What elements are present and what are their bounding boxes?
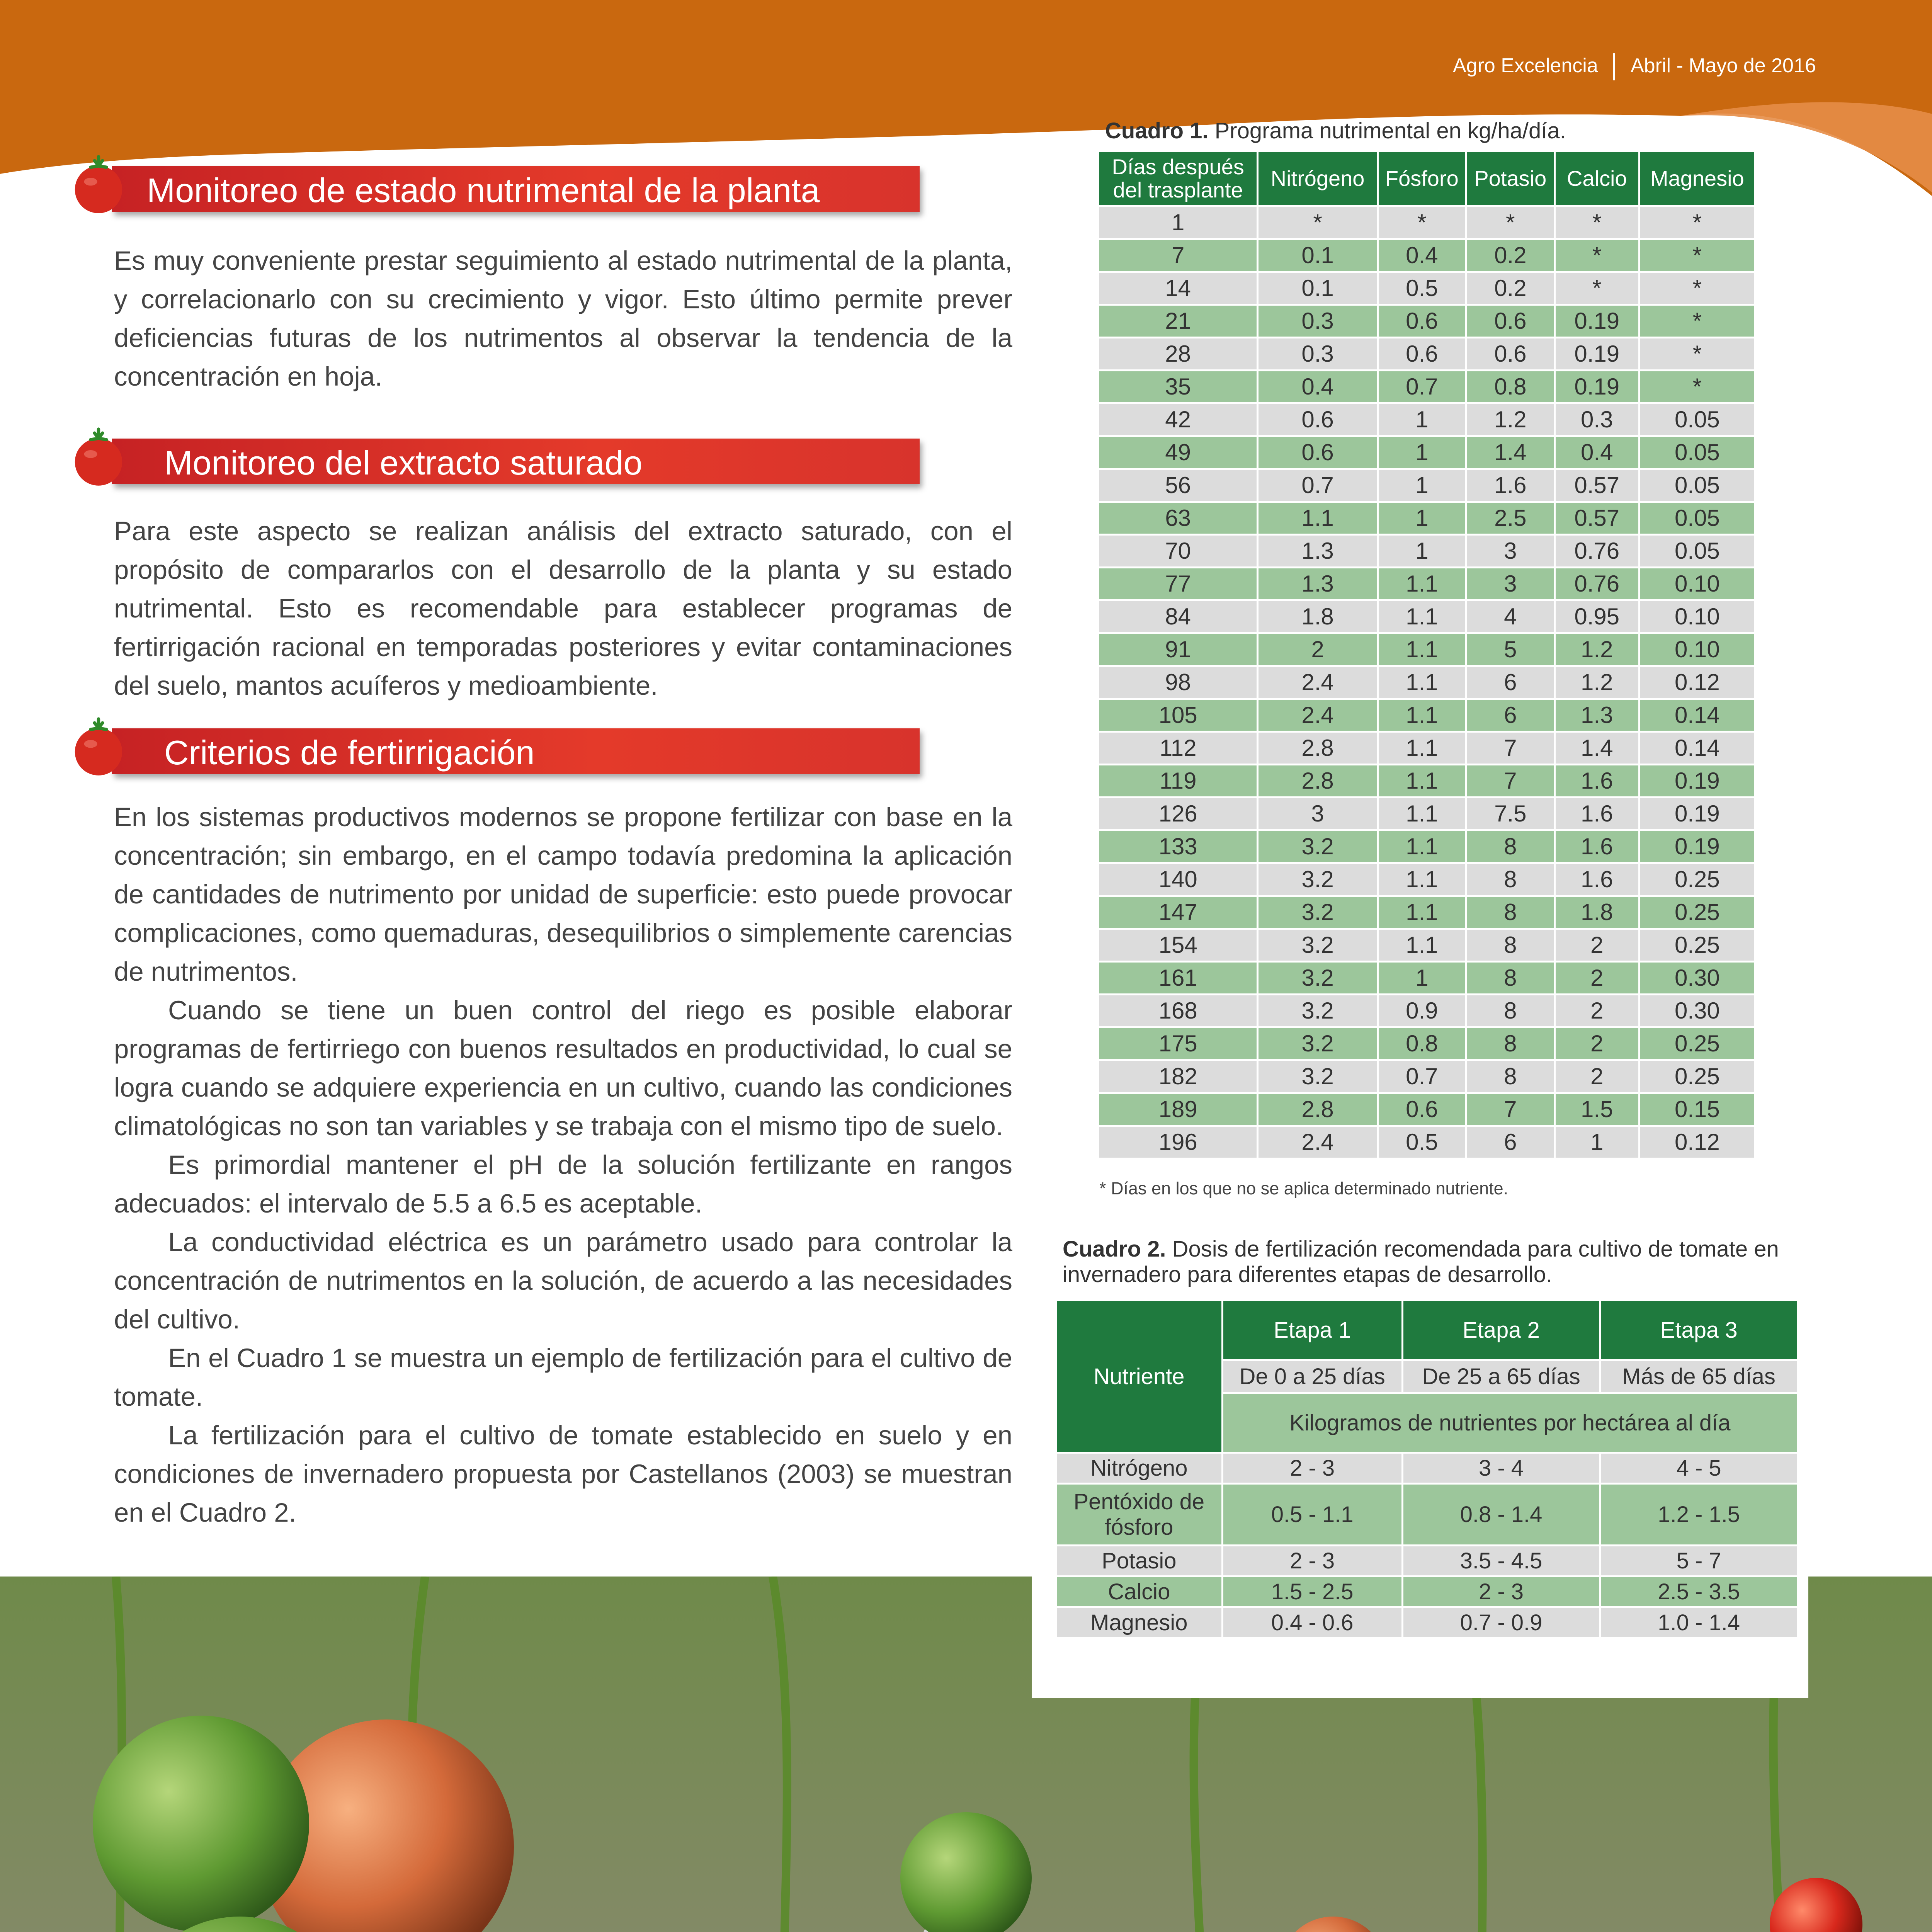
table1-cell: 1.2 — [1556, 634, 1638, 665]
table2-cell: 3.5 - 4.5 — [1403, 1546, 1599, 1575]
table1-cell: 0.19 — [1556, 338, 1638, 369]
table1-cell: 2.5 — [1467, 503, 1554, 534]
table2-cell: 1.5 - 2.5 — [1223, 1577, 1401, 1606]
table1-cell: * — [1259, 207, 1376, 238]
table1-cell: 175 — [1099, 1028, 1257, 1059]
table1-cell: 147 — [1099, 897, 1257, 928]
table1-cell: 2.4 — [1259, 667, 1376, 698]
table1-header: Días después del trasplante — [1099, 152, 1257, 205]
table1-cell: 0.4 — [1259, 371, 1376, 402]
table1-cell: 0.14 — [1640, 700, 1754, 731]
table1-cell: 2.8 — [1259, 733, 1376, 764]
table1-cell: 3.2 — [1259, 930, 1376, 961]
table1-header: Fósforo — [1379, 152, 1465, 205]
table1-cell: 1.3 — [1259, 568, 1376, 599]
table1-cell: 196 — [1099, 1127, 1257, 1158]
table1-cell: 98 — [1099, 667, 1257, 698]
table2-stage: Etapa 2 — [1403, 1301, 1599, 1359]
table1-cell: 0.25 — [1640, 1061, 1754, 1092]
table1-cell: 0.2 — [1467, 273, 1554, 304]
table1-cell: 0.12 — [1640, 1127, 1754, 1158]
table1-cell: 1.4 — [1556, 733, 1638, 764]
table1-cell: 189 — [1099, 1094, 1257, 1125]
table1-row — [1099, 371, 1754, 402]
table1-row — [1099, 667, 1754, 698]
table1-row — [1099, 1061, 1754, 1092]
table2-caption-label: Cuadro 2. — [1063, 1236, 1166, 1262]
table1-cell: 0.15 — [1640, 1094, 1754, 1125]
table1-cell: 1.8 — [1259, 601, 1376, 632]
table2-nutrient: Calcio — [1057, 1577, 1221, 1606]
table1-cell: * — [1640, 240, 1754, 271]
table1-cell: 0.25 — [1640, 897, 1754, 928]
table1-cell: 4 — [1467, 601, 1554, 632]
table1-cell: 35 — [1099, 371, 1257, 402]
table1-cell: 1.6 — [1556, 798, 1638, 829]
table2-cell: 0.8 - 1.4 — [1403, 1485, 1599, 1544]
table1-cell: 8 — [1467, 1028, 1554, 1059]
tomato-icon — [66, 151, 131, 217]
table1-cell: 1 — [1379, 404, 1465, 435]
table1-cell: 1.3 — [1556, 700, 1638, 731]
table2-cell: 0.4 - 0.6 — [1223, 1608, 1401, 1637]
table1-cell: 0.76 — [1556, 536, 1638, 566]
table1-header: Magnesio — [1640, 152, 1754, 205]
table2-cell: 1.0 - 1.4 — [1601, 1608, 1797, 1637]
table1-cell: 0.19 — [1640, 765, 1754, 796]
table1-cell: 84 — [1099, 601, 1257, 632]
table1-cell: 0.30 — [1640, 963, 1754, 993]
table1-cell: 1.1 — [1379, 831, 1465, 862]
table1-row — [1099, 930, 1754, 961]
table1-cell: 0.10 — [1640, 601, 1754, 632]
header-magazine: Agro Excelencia — [1453, 54, 1598, 77]
table1-cell: 105 — [1099, 700, 1257, 731]
table1-cell: 0.10 — [1640, 568, 1754, 599]
table1-row — [1099, 1028, 1754, 1059]
section-head-1 — [66, 166, 920, 216]
table1-cell: 6 — [1467, 667, 1554, 698]
table1-cell: 1.5 — [1556, 1094, 1638, 1125]
table1-cell: * — [1556, 207, 1638, 238]
table2-range: De 0 a 25 días — [1223, 1361, 1401, 1392]
table1-cell: 0.6 — [1379, 1094, 1465, 1125]
table1-cell: 8 — [1467, 995, 1554, 1026]
table1-row — [1099, 273, 1754, 304]
table1-cell: * — [1640, 306, 1754, 337]
table1-row — [1099, 831, 1754, 862]
table1-cell: 3 — [1467, 536, 1554, 566]
table1-cell: 2.4 — [1259, 1127, 1376, 1158]
table1-cell: 1.1 — [1379, 634, 1465, 665]
table2-unit-row: Kilogramos de nutrientes por hectárea al día — [1223, 1394, 1797, 1452]
table1-cell: 0.7 — [1259, 470, 1376, 501]
table1-cell: 140 — [1099, 864, 1257, 895]
table1-cell: 77 — [1099, 568, 1257, 599]
table1-header: Nitrógeno — [1259, 152, 1376, 205]
table1-cell: 0.19 — [1640, 798, 1754, 829]
table1-cell: 8 — [1467, 930, 1554, 961]
table1-cell: 0.4 — [1379, 240, 1465, 271]
table1-row — [1099, 404, 1754, 435]
table1-row — [1099, 338, 1754, 369]
paragraph: En el Cuadro 1 se muestra un ejemplo de fertilización para el cultivo de tomate. — [114, 1343, 1012, 1412]
section-title: Criterios de fertirrigación — [164, 733, 535, 772]
table1-row — [1099, 306, 1754, 337]
table1-row — [1099, 207, 1754, 238]
table1-cell: 1 — [1379, 963, 1465, 993]
tomato-icon — [66, 714, 131, 779]
table1-row — [1099, 470, 1754, 501]
table1-cell: 2 — [1556, 995, 1638, 1026]
paragraph: La fertilización para el cultivo de tomate establecido en suelo y en condiciones de invernadero propuesta por Castellanos (2003) se muestran en el Cuadro 2. — [114, 1420, 1012, 1527]
section-title: Monitoreo de estado nutrimental de la planta — [147, 171, 820, 209]
table1-cell: * — [1467, 207, 1554, 238]
table1-cell: 1.3 — [1259, 536, 1376, 566]
table1-cell: 126 — [1099, 798, 1257, 829]
table1-caption-label: Cuadro 1. — [1105, 118, 1209, 143]
table1-row — [1099, 437, 1754, 468]
table1-cell: 3.2 — [1259, 1028, 1376, 1059]
table1-cell: 7 — [1467, 1094, 1554, 1125]
table1-cell: 3 — [1259, 798, 1376, 829]
table1-row — [1099, 995, 1754, 1026]
paragraph: Para este aspecto se realizan análisis del extracto saturado, con el propósito de compararlos con el desarrollo de la planta y su estado nutrimental. Esto es recomendable para establecer programas de fertirrigación racional en temporadas posteriores y evitar contaminaciones del suelo, mantos acuíferos y medioambiente. — [114, 516, 1012, 701]
table1-cell: 0.25 — [1640, 864, 1754, 895]
table1-cell: 0.8 — [1467, 371, 1554, 402]
table1-cell: 168 — [1099, 995, 1257, 1026]
table1-cell: 7 — [1467, 765, 1554, 796]
paragraph: Es primordial mantener el pH de la solución fertilizante en rangos adecuados: el intervalo de 5.5 a 6.5 es aceptable. — [114, 1150, 1012, 1218]
table1-cell: 2.8 — [1259, 765, 1376, 796]
table1-cell: 0.3 — [1259, 338, 1376, 369]
table1-cell: * — [1640, 371, 1754, 402]
table2-cell: 1.2 - 1.5 — [1601, 1485, 1797, 1544]
table1-cell: 63 — [1099, 503, 1257, 534]
table1-cell: 0.6 — [1467, 338, 1554, 369]
paragraph: Es muy conveniente prestar seguimiento al estado nutrimental de la planta, y correlacionarlo con su crecimiento y vigor. Esto último permite prever deficiencias futuras de los nutrimentos al observar la tendencia de la concentración en hoja. — [114, 246, 1012, 391]
table1 — [1097, 150, 1756, 1160]
table1-row — [1099, 798, 1754, 829]
table1-cell: 1 — [1379, 437, 1465, 468]
table1-cell: * — [1556, 240, 1638, 271]
table1-cell: 91 — [1099, 634, 1257, 665]
table1-row — [1099, 700, 1754, 731]
table2-caption-text: Dosis de fertilización recomendada para cultivo de tomate en invernadero para diferentes etapas de desarrollo. — [1063, 1236, 1779, 1287]
table1-cell: 5 — [1467, 634, 1554, 665]
table2-cell: 2 - 3 — [1223, 1546, 1401, 1575]
table1-footnote: * Días en los que no se aplica determinado nutriente. — [1099, 1179, 1509, 1198]
table1-body — [1099, 207, 1754, 1158]
table1-cell: 0.10 — [1640, 634, 1754, 665]
table1-cell: 1.1 — [1379, 864, 1465, 895]
table1-cell: 3.2 — [1259, 831, 1376, 862]
table1-row — [1099, 240, 1754, 271]
table1-cell: 0.5 — [1379, 1127, 1465, 1158]
table1-cell: 1.6 — [1467, 470, 1554, 501]
table1-row — [1099, 765, 1754, 796]
table1-cell: * — [1640, 338, 1754, 369]
table1-cell: 2 — [1556, 963, 1638, 993]
table1-cell: 2 — [1556, 930, 1638, 961]
table1-cell: 1.1 — [1379, 930, 1465, 961]
table1-cell: 1 — [1556, 1127, 1638, 1158]
table1-cell: * — [1640, 273, 1754, 304]
table1-cell: 2.8 — [1259, 1094, 1376, 1125]
table1-cell: 1.1 — [1259, 503, 1376, 534]
table1-cell: 8 — [1467, 831, 1554, 862]
section-body-1 — [114, 242, 1012, 396]
table1-cell: 0.95 — [1556, 601, 1638, 632]
table1-cell: 0.05 — [1640, 437, 1754, 468]
table1-row — [1099, 601, 1754, 632]
table1-cell: 1.2 — [1467, 404, 1554, 435]
table1-cell: 1 — [1379, 470, 1465, 501]
table1-cell: 1.1 — [1379, 601, 1465, 632]
table2-cell: 5 - 7 — [1601, 1546, 1797, 1575]
table2-nutrient: Potasio — [1057, 1546, 1221, 1575]
table1-cell: 70 — [1099, 536, 1257, 566]
table2-nutrient-header: Nutriente — [1057, 1301, 1221, 1452]
table1-cell: 0.19 — [1640, 831, 1754, 862]
table1-cell: 119 — [1099, 765, 1257, 796]
table1-cell: 8 — [1467, 897, 1554, 928]
table1-cell: 8 — [1467, 1061, 1554, 1092]
table1-cell: 0.9 — [1379, 995, 1465, 1026]
table1-cell: 56 — [1099, 470, 1257, 501]
table1-cell: 0.57 — [1556, 503, 1638, 534]
table1-cell: 0.19 — [1556, 371, 1638, 402]
table1-cell: 0.05 — [1640, 503, 1754, 534]
table1-cell: 7.5 — [1467, 798, 1554, 829]
section-body-2 — [114, 512, 1012, 705]
table1-cell: 2 — [1556, 1028, 1638, 1059]
table1-cell: 154 — [1099, 930, 1257, 961]
table1-cell: 1.1 — [1379, 700, 1465, 731]
table1-cell: 0.12 — [1640, 667, 1754, 698]
table1-cell: 1.2 — [1556, 667, 1638, 698]
section-title: Monitoreo del extracto saturado — [164, 444, 643, 482]
table1-row — [1099, 1094, 1754, 1125]
table1-cell: 0.6 — [1259, 404, 1376, 435]
table1-cell: 1.6 — [1556, 831, 1638, 862]
table1-cell: 0.7 — [1379, 371, 1465, 402]
table2-cell: 3 - 4 — [1403, 1454, 1599, 1483]
paragraph: La conductividad eléctrica es un parámetro usado para controlar la concentración de nutrimentos en la solución, de acuerdo a las necesidades del cultivo. — [114, 1227, 1012, 1334]
table1-cell: 1 — [1379, 536, 1465, 566]
table1-cell: 7 — [1099, 240, 1257, 271]
table1-header: Calcio — [1556, 152, 1638, 205]
table2-cell: 2 - 3 — [1403, 1577, 1599, 1606]
table1-cell: 0.2 — [1467, 240, 1554, 271]
table2-cell: 2 - 3 — [1223, 1454, 1401, 1483]
table1-cell: 1.1 — [1379, 733, 1465, 764]
table2-stage: Etapa 3 — [1601, 1301, 1797, 1359]
table2-cell: 0.5 - 1.1 — [1223, 1485, 1401, 1544]
header-date: Abril - Mayo de 2016 — [1631, 54, 1816, 77]
table1-cell: 3.2 — [1259, 995, 1376, 1026]
table1-cell: 3 — [1467, 568, 1554, 599]
table1-cell: 2 — [1259, 634, 1376, 665]
table1-cell: 1.1 — [1379, 897, 1465, 928]
table1-cell: 6 — [1467, 700, 1554, 731]
table2-cell: 4 - 5 — [1601, 1454, 1797, 1483]
table1-row — [1099, 963, 1754, 993]
table1-cell: 0.7 — [1379, 1061, 1465, 1092]
table1-cell: 14 — [1099, 273, 1257, 304]
table1-cell: 0.14 — [1640, 733, 1754, 764]
table1-cell: 0.05 — [1640, 470, 1754, 501]
table1-cell: 0.4 — [1556, 437, 1638, 468]
table1-cell: 3.2 — [1259, 864, 1376, 895]
table2-cell: 2.5 - 3.5 — [1601, 1577, 1797, 1606]
table1-cell: 0.25 — [1640, 930, 1754, 961]
table1-caption — [1105, 118, 1566, 144]
table1-cell: 1.1 — [1379, 765, 1465, 796]
table1-cell: 0.6 — [1379, 338, 1465, 369]
table1-row — [1099, 733, 1754, 764]
table2-stage: Etapa 1 — [1223, 1301, 1401, 1359]
table1-cell: 1 — [1379, 503, 1465, 534]
table2-cell: 0.7 - 0.9 — [1403, 1608, 1599, 1637]
table2-nutrient: Nitrógeno — [1057, 1454, 1221, 1483]
table1-cell: 133 — [1099, 831, 1257, 862]
table1-cell: 21 — [1099, 306, 1257, 337]
table2-caption — [1063, 1236, 1797, 1287]
table1-cell: 0.05 — [1640, 536, 1754, 566]
section-head-3 — [66, 728, 920, 779]
table1-cell: 0.5 — [1379, 273, 1465, 304]
table1-cell: * — [1379, 207, 1465, 238]
table1-cell: 1.4 — [1467, 437, 1554, 468]
table2 — [1055, 1299, 1799, 1639]
table1-cell: 0.6 — [1259, 437, 1376, 468]
table1-cell: 0.57 — [1556, 470, 1638, 501]
table2-nutrient: Magnesio — [1057, 1608, 1221, 1637]
table1-cell: 0.8 — [1379, 1028, 1465, 1059]
table1-cell: 6 — [1467, 1127, 1554, 1158]
table1-cell: 7 — [1467, 733, 1554, 764]
table1-cell: 0.1 — [1259, 273, 1376, 304]
header-divider — [1613, 53, 1615, 80]
table1-cell: 1.1 — [1379, 798, 1465, 829]
table1-row — [1099, 897, 1754, 928]
section-head-2 — [66, 439, 920, 489]
table1-cell: 8 — [1467, 864, 1554, 895]
table1-cell: 42 — [1099, 404, 1257, 435]
table1-caption-text: Programa nutrimental en kg/ha/día. — [1214, 118, 1566, 143]
table1-cell: 1.1 — [1379, 667, 1465, 698]
table1-row — [1099, 503, 1754, 534]
table1-cell: 0.30 — [1640, 995, 1754, 1026]
table1-cell: 0.05 — [1640, 404, 1754, 435]
table1-cell: 112 — [1099, 733, 1257, 764]
table1-cell: 3.2 — [1259, 1061, 1376, 1092]
section-body-3 — [114, 798, 1012, 1532]
paragraph: En los sistemas productivos modernos se propone fertilizar con base en la concentración; sin embargo, en el campo todavía predomina la aplicación de cantidades de nutrimento por unidad de superficie: esto puede provocar complicaciones, como quemaduras, desequilibrios o simplemente carencias de nutrimentos. — [114, 802, 1012, 986]
table1-cell: 1 — [1099, 207, 1257, 238]
table1-cell: 3.2 — [1259, 963, 1376, 993]
table1-cell: 3.2 — [1259, 897, 1376, 928]
table1-cell: 1.6 — [1556, 864, 1638, 895]
table1-cell: 8 — [1467, 963, 1554, 993]
table1-cell: * — [1640, 207, 1754, 238]
table2-range: De 25 a 65 días — [1403, 1361, 1599, 1392]
table1-row — [1099, 634, 1754, 665]
table1-row — [1099, 568, 1754, 599]
table1-cell: 0.19 — [1556, 306, 1638, 337]
table1-row — [1099, 536, 1754, 566]
table2-range: Más de 65 días — [1601, 1361, 1797, 1392]
table1-cell: 0.6 — [1379, 306, 1465, 337]
table1-cell: 0.3 — [1259, 306, 1376, 337]
table1-cell: 182 — [1099, 1061, 1257, 1092]
table1-cell: 0.1 — [1259, 240, 1376, 271]
table1-cell: 1.6 — [1556, 765, 1638, 796]
table1-cell: 161 — [1099, 963, 1257, 993]
table1-cell: 1.8 — [1556, 897, 1638, 928]
tomato-icon — [66, 424, 131, 490]
table1-cell: 0.3 — [1556, 404, 1638, 435]
table1-cell: 0.6 — [1467, 306, 1554, 337]
table1-cell: 1.1 — [1379, 568, 1465, 599]
table1-cell: 0.76 — [1556, 568, 1638, 599]
table2-nutrient: Pentóxido de fósforo — [1057, 1485, 1221, 1544]
table1-cell: 28 — [1099, 338, 1257, 369]
table1-cell: 49 — [1099, 437, 1257, 468]
table1-cell: 2 — [1556, 1061, 1638, 1092]
paragraph: Cuando se tiene un buen control del riego es posible elaborar programas de fertirriego con buenos resultados en productividad, lo cual se logra cuando se adquiere experiencia en un cultivo, cuando las condiciones climatológicas no son tan variables y se trabaja con el mismo tipo de suelo. — [114, 995, 1012, 1141]
table1-row — [1099, 1127, 1754, 1158]
table1-cell: 2.4 — [1259, 700, 1376, 731]
table1-cell: * — [1556, 273, 1638, 304]
table1-header: Potasio — [1467, 152, 1554, 205]
table1-row — [1099, 864, 1754, 895]
table1-cell: 0.25 — [1640, 1028, 1754, 1059]
